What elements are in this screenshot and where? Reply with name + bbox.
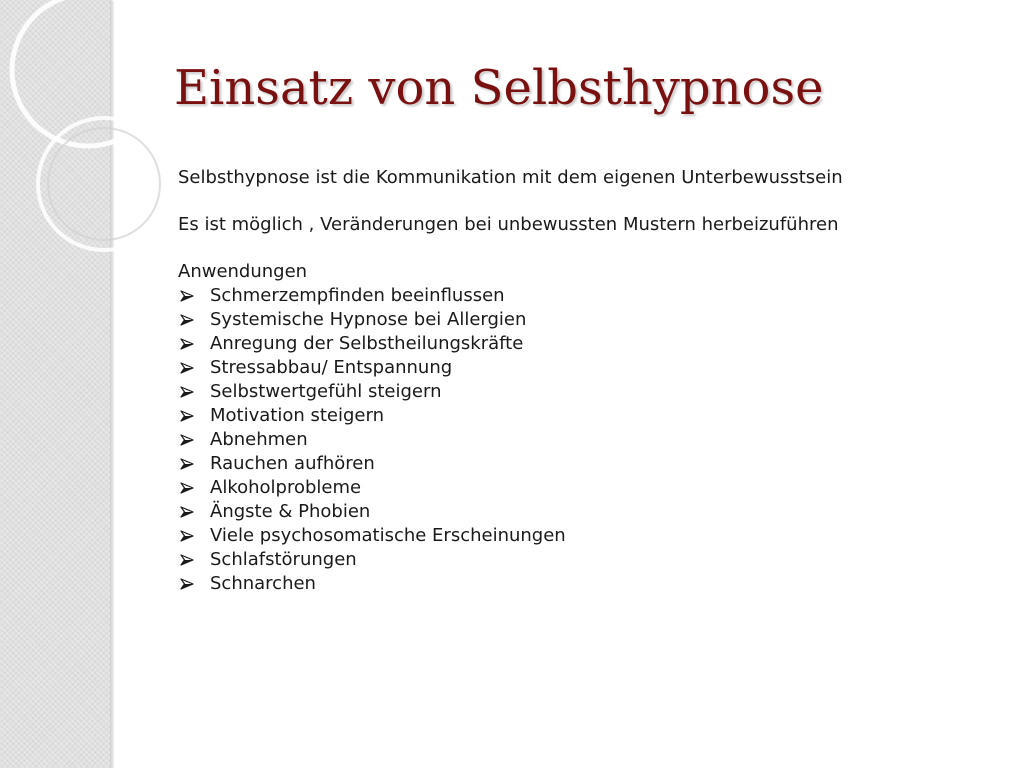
possibility-paragraph: Es ist möglich , Veränderungen bei unbewussten Mustern herbeizuführen (178, 214, 839, 235)
applications-heading: Anwendungen (178, 261, 308, 282)
arrowhead-bullet-icon (180, 314, 194, 326)
arrowhead-bullet-icon (180, 410, 194, 422)
application-item (178, 284, 998, 308)
slide-title: Einsatz von Selbsthypnose (174, 60, 824, 116)
application-label: Schmerzempfinden beeinflussen (210, 285, 505, 306)
application-item (178, 308, 998, 332)
application-item (178, 332, 998, 356)
application-item (178, 524, 998, 548)
application-label: Selbstwertgefühl steigern (210, 381, 442, 402)
arrowhead-bullet-icon (180, 554, 194, 566)
application-label: Viele psychosomatische Erscheinungen (210, 525, 566, 546)
application-item (178, 356, 998, 380)
application-item (178, 452, 998, 476)
application-item (178, 428, 998, 452)
decorative-rings (0, 0, 200, 300)
arrowhead-bullet-icon (180, 458, 194, 470)
arrowhead-bullet-icon (180, 482, 194, 494)
application-label: Systemische Hypnose bei Allergien (210, 309, 527, 330)
arrowhead-bullet-icon (180, 362, 194, 374)
application-item (178, 548, 998, 572)
arrowhead-bullet-icon (180, 506, 194, 518)
slide-body (178, 166, 998, 596)
application-label: Ängste & Phobien (210, 501, 371, 522)
application-item (178, 572, 998, 596)
arrowhead-bullet-icon (180, 290, 194, 302)
intro-paragraph: Selbsthypnose ist die Kommunikation mit dem eigenen Unterbewusstsein (178, 167, 843, 188)
arrowhead-bullet-icon (180, 338, 194, 350)
arrowhead-bullet-icon (180, 578, 194, 590)
application-label: Stressabbau/ Entspannung (210, 357, 453, 378)
arrowhead-bullet-icon (180, 386, 194, 398)
application-label: Alkoholprobleme (210, 477, 362, 498)
application-label: Abnehmen (210, 429, 308, 450)
application-item (178, 500, 998, 524)
application-item (178, 404, 998, 428)
application-label: Anregung der Selbstheilungskräfte (210, 333, 524, 354)
application-label: Rauchen aufhören (210, 453, 375, 474)
application-label: Motivation steigern (210, 405, 384, 426)
application-item (178, 380, 998, 404)
application-item (178, 476, 998, 500)
applications-list (178, 284, 998, 596)
arrowhead-bullet-icon (180, 434, 194, 446)
arrowhead-bullet-icon (180, 530, 194, 542)
application-label: Schnarchen (210, 573, 316, 594)
application-label: Schlafstörungen (210, 549, 357, 570)
